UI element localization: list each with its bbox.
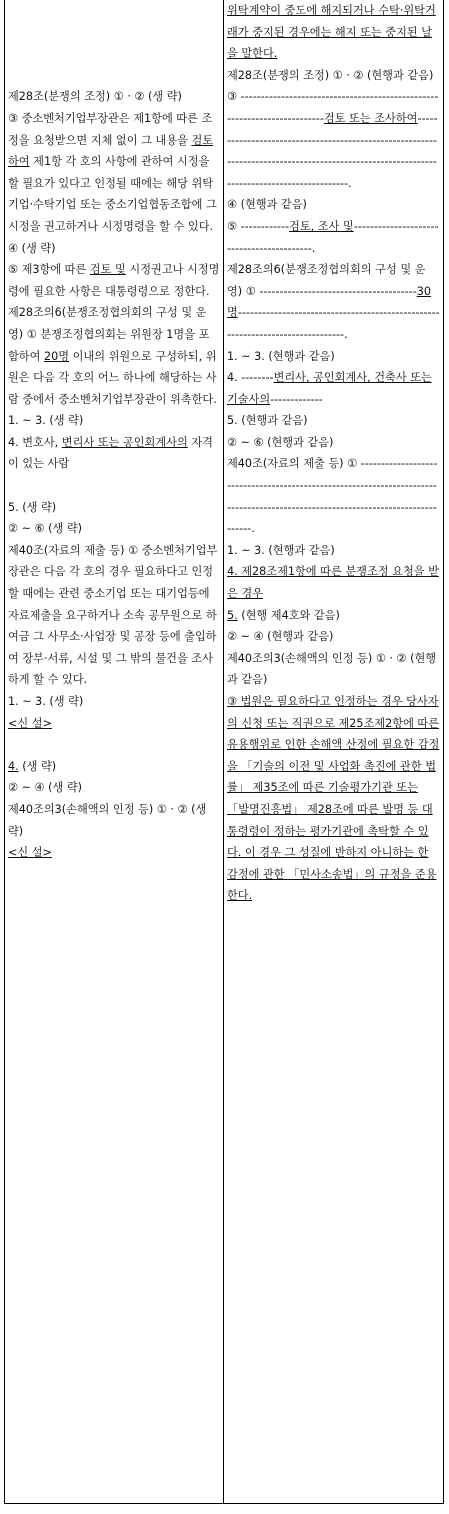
right-paragraph: ③ -------------------------------------------------------------------------검토 또는 조사하여-------------------------------------------------------------------------------------------------------------------------------------------. [227,90,439,190]
right-paragraph: 1. ~ 3. (현행과 같음) [227,543,335,557]
underlined-text: <신 설> [8,846,52,860]
left-paragraph: 1. ~ 3. (생 략) [8,695,84,708]
right-paragraph: 4. --------변리사, 공인회계사, 건축사 또는 기술사의------------- [227,371,432,406]
underlined-text: ③ 법원은 필요하다고 인정하는 경우 당사자의 신청 또는 직권으로 제25조제2항에 따른 유용행위로 인한 손해액 산정에 필요한 감정을 「기술의 이전 및 사업화 촉진에 관한 법률」 제35조에 따른 기술평가기관 또는 「발명진흥법」 제28조에 따른 발명 등 대통령령이 정하는 평가기관에 촉탁할 수 있다. 이 경우 그 성질에 반하지 아니하는 한 감정에 관한 「민사소송법」의 규정을 준용한다. [227,695,440,903]
underlined-text: 20명 [43,349,70,363]
right-paragraph: ② ~ ④ (현행과 같음) [227,630,334,644]
right-paragraph: 제40조의3(손해액의 인정 등) ① · ② (현행과 같음) [227,651,437,687]
right-paragraph: 5. (현행과 같음) [227,414,308,428]
current-law-column [5,0,224,1503]
left-paragraph: 제40조(자료의 제출 등) ① 중소벤처기업부장관은 다음 각 호의 경우 필요하다고 인정할 때에는 관련 중소기업 또는 대기업등에 자료제출을 요구하거나 소속 공무원으로 하여금 그 사무소·사업장 및 공장 등에 출입하여 장부·서류, 시설 및 그 밖의 물건을 조사하게 할 수 있다. [8,543,218,687]
left-paragraph: 제28조의6(분쟁조정협의회의 구성 및 운영) ① 분쟁조정협의회는 위원장 1명을 포함하여 20명 이내의 위원으로 구성하되, 위원은 다음 각 호의 어느 하나에 해당하는 사람 중에서 중소벤처기업부장관이 위촉한다. [8,306,217,406]
left-paragraph: 제40조의3(손해액의 인정 등) ① · ② (생 략) [8,802,207,838]
blank-line [8,22,220,44]
right-paragraph: ⑤ ------------검토, 조사 및------------------------------------------. [227,219,439,255]
underlined-text: 검토, 조사 및 [289,219,354,233]
left-paragraph: 5. (생 략) [8,500,57,514]
underlined-text: 5. [227,608,238,622]
right-paragraph [227,691,440,907]
left-paragraph: ⑤ 제3항에 따른 검토 및 시정권고나 시정명령에 필요한 사항은 대통령령으로 정한다. [8,263,220,298]
right-paragraph: 1. ~ 3. (현행과 같음) [227,349,335,363]
underlined-text: 변리사 또는 공인회계사의 [61,435,188,449]
underlined-text: 검토하여 [8,133,214,169]
left-paragraph: 4. 변호사, 변리사 또는 공인회계사의 자격이 있는 사람 [8,435,213,471]
right-paragraph: ④ (현행과 같음) [227,198,307,212]
left-paragraph [8,713,220,735]
blank-line [8,0,220,22]
left-paragraph [8,842,220,864]
right-paragraph: 제40조(자료의 제출 등) ① ---------------------------------------------------------------------------------------------------------------------------------. [227,457,438,536]
left-paragraph: 1. ~ 3. (생 략) [8,414,84,428]
comparison-table [4,0,444,1504]
left-paragraph: 4. (생 략) [8,759,57,773]
right-paragraph [227,0,440,65]
underlined-text: <신 설> [8,716,52,730]
right-paragraph [227,561,440,604]
underlined-text: 검토 및 [89,263,126,277]
underlined-text: 4. [8,759,19,773]
left-paragraph: ④ (생 략) [8,241,56,255]
underlined-text: 위탁계약이 중도에 해지되거나 수탁·위탁거래가 중지된 경우에는 해지 또는 중지된 날을 말한다. [227,4,436,61]
left-paragraph: ② ~ ④ (생 략) [8,781,83,795]
left-paragraph: 제28조(분쟁의 조정) ① · ② (생 략) [8,90,182,104]
blank-line [8,734,220,756]
underlined-text: 4. 제28조제1항에 따른 분쟁조정 요청을 받은 경우 [227,565,439,601]
left-paragraph: ② ~ ⑥ (생 략) [8,522,83,536]
underlined-text: 검토 또는 조사하여 [323,111,418,125]
right-paragraph: 제28조의6(분쟁조정협의회의 구성 및 운영) ① ---------------------------------------30명-------------------------------------------------------------------------------. [227,263,440,341]
right-paragraph: 제28조(분쟁의 조정) ① · ② (현행과 같음) [227,68,434,82]
underlined-text: 30명 [227,284,432,320]
left-paragraph: ③ 중소벤처기업부장관은 제1항에 따른 조정을 요청받으면 지체 없이 그 내용을 검토하여 제1항 각 호의 사항에 관하여 시정을 할 필요가 있다고 인정될 때에는 해당 위탁기업·수탁기업 또는 중소기업협동조합에 그 시정을 권고하거나 시정명령을 할 수 있다. [8,111,217,233]
blank-line [8,43,220,65]
blank-line [8,475,220,497]
right-paragraph: ② ~ ⑥ (현행과 같음) [227,435,334,449]
amended-law-column [224,0,443,1503]
underlined-text: 변리사, 공인회계사, 건축사 또는 기술사의 [227,371,432,406]
right-paragraph: 5. (현행 제4호와 같음) [227,608,340,622]
blank-line [8,65,220,87]
